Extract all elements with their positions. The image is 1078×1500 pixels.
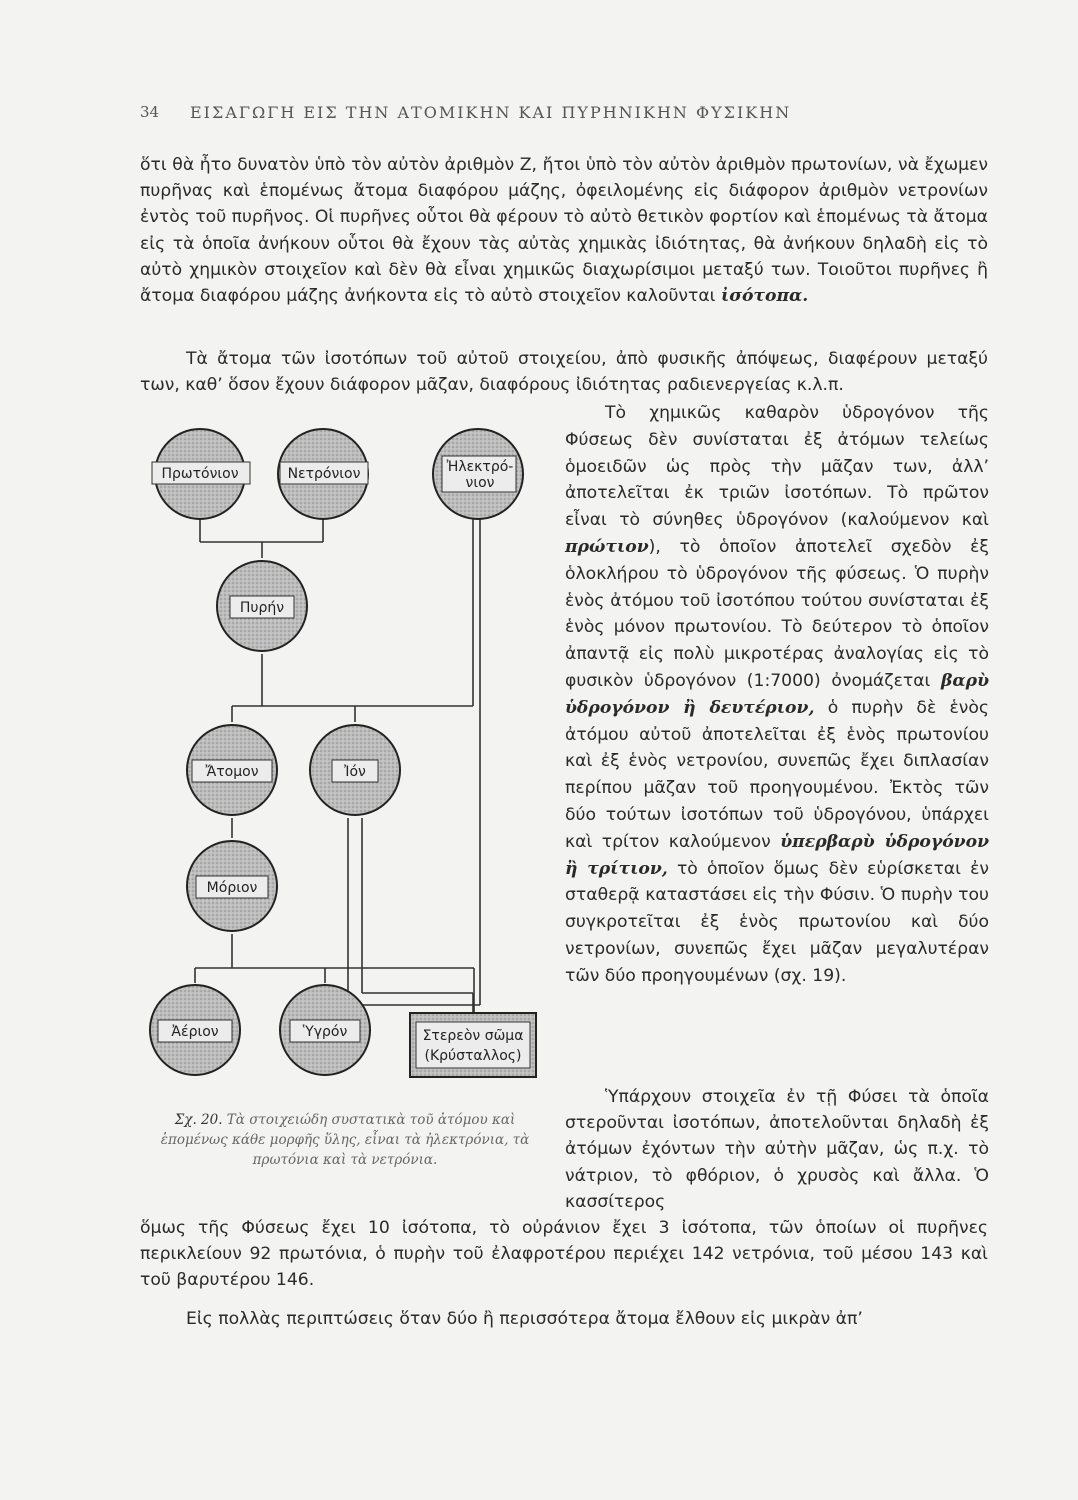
node-liquid-label: Ὑγρόν [302, 1024, 348, 1040]
paragraph-3-part-c: ὁ πυρὴν δὲ ἑνὸς ἀτόμου αὐτοῦ ἀποτελεῖται ἐξ ἑνὸς πρωτονίου καὶ ἐξ ἑνὸς νετρονίου, συνεπῶς ἔχει διπλασίαν περίπου μᾶζαν τοῦ προηγουμένου. Ἐκτὸς τῶν δύο τούτων ἰσοτόπων τοῦ ὑδρογόνου, ὑπάρχει καὶ τρίτον καλούμενον [565, 697, 989, 852]
paragraph-1 [140, 152, 988, 309]
paragraph-3-part-b: ), τὸ ὁποῖον ἀποτελεῖ σχεδὸν ἐξ ὁλοκλήρου τὸ ὑδρογόνον τῆς φύσεως. Ὁ πυρὴν ἑνὸς ἀτόμου τοῦ ἰσοτόπου τούτου συνίσταται ἐξ ἑνὸς μόνον πρωτονίου. Τὸ δεύτερον τὸ ὁποῖον ἀπαντᾷ εἰς πολὺ μικροτέρας ἀναλογίας εἰς τὸ φυσικὸν ὑδρογόνον (1:7000) ὀνομάζεται [565, 536, 989, 691]
node-proton [152, 429, 250, 519]
figure-caption [140, 1110, 550, 1170]
node-gas [150, 985, 240, 1075]
figure-caption-text: Τὰ στοιχειώδη συστατικὰ τοῦ ἀτόμου καὶ ἑπομένως κάθε μορφῆς ὕλης, εἶναι τὰ ἠλεκτρόνια, τὰ πρωτόνια καὶ τὰ νετρόνια. [160, 1112, 530, 1168]
node-atom [187, 725, 277, 815]
paragraph-3-part-a: Τὸ χημικῶς καθαρὸν ὑδρογόνον τῆς Φύσεως δὲν συνίσταται ἐξ ἀτόμων τελείως ὁμοειδῶν ὡς πρὸς τὴν μᾶζαν των, ἀλλ’ ἀποτελεῖται ἐκ τριῶν ἰσοτόπων. Τὸ πρῶτον εἶναι τὸ σύνηθες ὑδρογόνον (καλούμενον καὶ [565, 403, 989, 531]
node-solid-label-2: (Κρύσταλλος) [424, 1048, 522, 1064]
node-electron-label-2: νιον [465, 475, 495, 491]
node-solid [410, 1013, 536, 1077]
matter-structure-diagram [140, 418, 548, 1098]
figure-diagram [140, 418, 548, 1098]
page-number: 34 [140, 103, 160, 121]
paragraph-3-part-d: τὸ ὁποῖον ὅμως δὲν εὑρίσκεται ἐν σταθερᾷ καταστάσει εἰς τὴν Φύσιν. Ὁ πυρὴν του συγκροτεῖται ἐξ ἑνὸς πρωτονίου καὶ δύο νετρονίων, συνεπῶς ἔχει μᾶζαν μεγαλυτέραν τῶν δύο προηγουμένων (σχ. 19). [565, 858, 990, 986]
paragraph-4-full: ὅμως τῆς Φύσεως ἔχει 10 ἰσότοπα, τὸ οὐράνιον ἔχει 3 ἰσότοπα, τῶν ὁποίων οἱ πυρῆνες περικλείουν 92 πρωτόνια, ὁ πυρὴν τοῦ ἐλαφροτέρου περιέχει 142 νετρόνια, τοῦ μέσου 143 καὶ τοῦ βαρυτέρου 146. [140, 1218, 988, 1291]
node-nucleus-label: Πυρήν [239, 600, 285, 616]
term-deuterium: βαρὺ ὑδρογόνον ἢ δευτέριον, [565, 670, 989, 718]
running-title: ΕΙΣΑΓΩΓΗ ΕΙΣ ΤΗΝ ΑΤΟΜΙΚΗΝ ΚΑΙ ΠΥΡΗΝΙΚΗΝ ΦΥΣΙΚΗΝ [190, 103, 792, 122]
node-proton-label: Πρωτόνιον [161, 466, 239, 482]
paragraph-4-column: Ὑπάρχουν στοιχεῖα ἐν τῇ Φύσει τὰ ὁποῖα στεροῦνται ἰσοτόπων, ἀποτελοῦνται δηλαδὴ ἐξ ἀτόμων ἐχόντων τὴν αὐτὴν μᾶζαν, ὡς π.χ. τὸ νάτριον, τὸ φθόριον, ὁ χρυσὸς καὶ ἄλλα. Ὁ κασσίτερος [565, 1087, 989, 1212]
term-tritium: ὑπερβαρὺ ὑδρογόνον ἢ τρίτιον, [565, 831, 989, 879]
node-gas-label: Ἀέριον [171, 1024, 219, 1040]
node-ion [310, 725, 400, 815]
paragraph-1-text: ὅτι θὰ ἦτο δυνατὸν ὑπὸ τὸν αὐτὸν ἀριθμὸν Z, ἤτοι ὑπὸ τὸν αὐτὸν ἀριθμὸν πρωτονίων, νὰ ἔχωμεν πυρῆνας καὶ ἑπομένως ἄτομα διαφόρου μάζης, ὀφειλομένης εἰς διάφορον ἀριθμὸν νετρονίων ἐντὸς τοῦ πυρῆνος. Οἱ πυρῆνες οὗτοι θὰ φέρουν τὸ αὐτὸ θετικὸν φορτίον καὶ ἑπομένως τὰ ἄτομα εἰς τὰ ὁποῖα ἀνήκουν οὗτοι θὰ ἔχουν τὰς αὐτὰς χημικὰς ἰδιότητας, θὰ ἀνήκουν δηλαδὴ εἰς τὸ αὐτὸ χημικὸν στοιχεῖον καὶ δὲν θὰ εἶναι χημικῶς διαχωρίσιμοι μεταξύ των. Τοιοῦτοι πυρῆνες ἢ ἄτομα διαφόρου μάζης ἀνήκοντα εἰς τὸ αὐτὸ στοιχεῖον καλοῦνται [140, 155, 988, 307]
paragraph-5: Εἰς πολλὰς περιπτώσεις ὅταν δύο ἢ περισσότερα ἄτομα ἔλθουν εἰς μικρὰν ἀπ’ [186, 1309, 863, 1329]
node-neutron-label: Νετρόνιον [287, 466, 361, 482]
figure-caption-label: Σχ. 20. [174, 1112, 223, 1128]
node-molecule [187, 841, 277, 931]
node-nucleus [217, 561, 307, 651]
paragraph-2: Τὰ ἄτομα τῶν ἰσοτόπων τοῦ αὐτοῦ στοιχείου, ἀπὸ φυσικῆς ἀπόψεως, διαφέρουν μεταξύ των, καθ’ ὅσον ἔχουν διάφορον μᾶζαν, διαφόρους ἰδιότητας ραδιενεργείας κ.λ.π. [140, 349, 988, 396]
node-neutron [278, 429, 368, 519]
term-protium: πρώτιον [565, 536, 649, 557]
paragraph-3 [565, 400, 989, 990]
node-solid-label-1: Στερεὸν σῶμα [422, 1028, 524, 1044]
node-atom-label: Ἄτομον [205, 764, 259, 780]
node-electron-label-1: Ἠλεκτρό- [446, 459, 514, 475]
node-liquid [280, 985, 370, 1075]
node-molecule-label: Μόριον [206, 880, 258, 896]
term-isotopes: ἰσότοπα. [720, 286, 809, 307]
node-ion-label: Ἰόν [344, 764, 366, 780]
node-electron [433, 429, 523, 519]
